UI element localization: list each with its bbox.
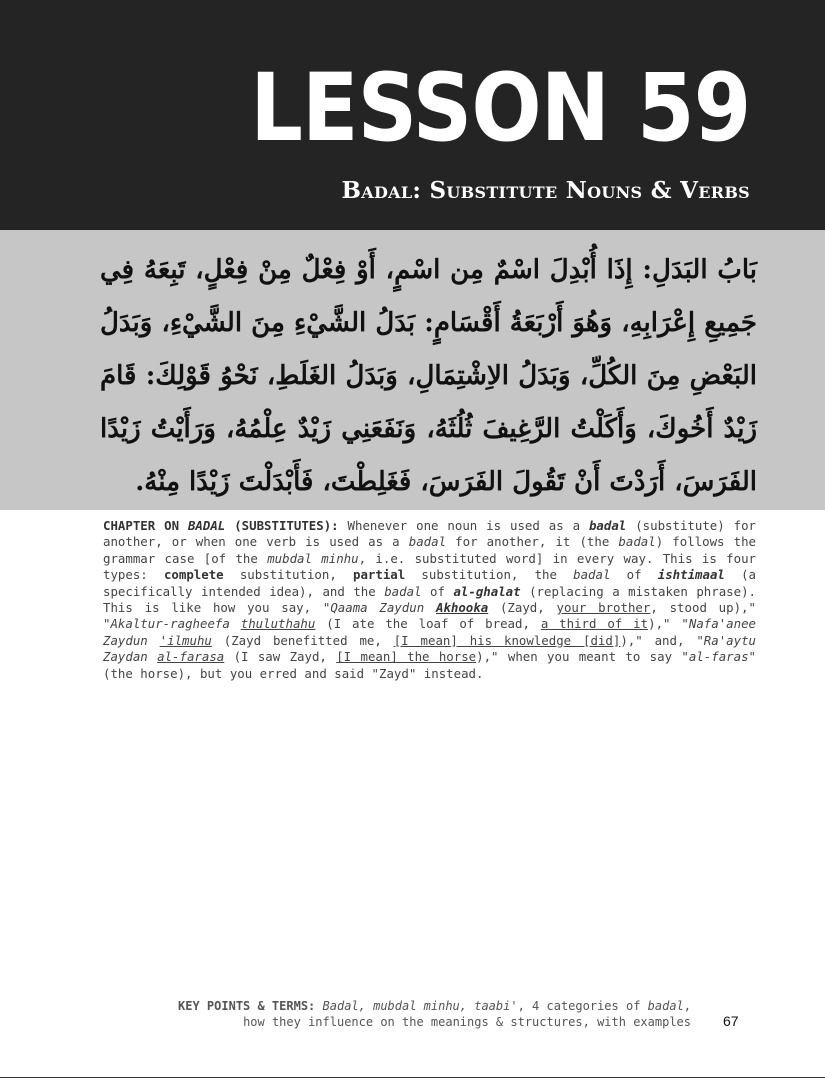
example-2-arabic: Akaltur-ragheefa xyxy=(110,616,241,632)
example-4-arabic: Ra'aytu Zaydan xyxy=(103,632,757,665)
term-badal: badal xyxy=(588,518,627,533)
text-segment: , i.e. substituted word] in every way. This is four types: xyxy=(103,550,756,583)
text-segment: for another, it (the xyxy=(446,534,619,550)
lesson-title: LESSON 59 xyxy=(249,54,750,163)
text-segment: (replacing a mistaken phrase). This is like how you say, " xyxy=(103,583,757,616)
text-segment: (I saw Zayd, xyxy=(224,649,337,665)
text-segment: , stood up)," " xyxy=(103,600,756,632)
key-points-label: KEY POINTS & TERMS: xyxy=(178,999,323,1013)
text-segment: ) follows the grammar case [of the xyxy=(103,534,756,566)
text-segment: (Zayd, xyxy=(488,600,557,616)
key-points-line-2: how they influence on the meanings & structures, with examples xyxy=(243,1015,691,1029)
text-segment: (a specifically intended idea), and the xyxy=(103,567,756,599)
text-segment: , xyxy=(683,999,691,1013)
term-mubdal-minhu: mubdal minhu xyxy=(267,550,359,566)
example-1-badal-meaning: your brother xyxy=(556,600,651,616)
key-points-terms xyxy=(171,998,691,1030)
example-2-badal-meaning: a third of it xyxy=(540,616,649,632)
term-partial: partial xyxy=(353,567,406,583)
chapter-term: BADAL xyxy=(187,518,226,533)
text-segment: (Zayd benefitted me, xyxy=(211,632,394,648)
text-segment: of xyxy=(610,567,658,583)
lesson-header xyxy=(0,0,825,230)
english-translation xyxy=(103,518,756,682)
bottom-divider xyxy=(0,1077,825,1078)
arabic-source-text: بَابُ البَدَلِ: إِذَا أُبْدِلَ اسْمٌ مِن اسْمٍ، أَوْ فِعْلٌ مِنْ فِعْلٍ، تَبِعَهُ فِي جَمِيعِ إِعْرَابِهِ، وَهُوَ أَرْبَعَةُ أَقْسَامٍ: بَدَلُ الشَّيْءِ مِنَ الشَّيْءِ، وَبَدَلُ البَعْضِ مِنَ الكُلِّ، وَبَدَلُ الاِشْتِمَالِ، وَبَدَلُ الغَلَطِ، نَحْوُ قَوْلِكَ: قَامَ زَيْدٌ أَخُوكَ، وَأَكَلْتُ الرَّغِيفَ ثُلُثَهُ، وَنَفَعَنِي زَيْدٌ عِلْمُهُ، وَرَأَيْتُ زَيْدًا الفَرَسَ، أَرَدْتَ أَنْ تَقُولَ الفَرَسَ، فَغَلِطْتَ، فَأَبْدَلْتَ زَيْدًا مِنْهُ. xyxy=(100,255,757,497)
text-segment: , 4 categories of xyxy=(517,999,648,1013)
text-segment: )," when you meant to say xyxy=(476,649,682,665)
example-3-badal: 'ilmuhu xyxy=(159,632,212,648)
term-badal: badal xyxy=(618,534,656,550)
text-segment: of xyxy=(421,583,454,599)
example-1-arabic: Qaama Zaydun xyxy=(330,600,436,616)
example-4-badal: al-farasa xyxy=(157,649,225,665)
page-number: 67 xyxy=(723,1013,739,1029)
example-2-badal: thuluthahu xyxy=(240,616,316,632)
text-segment: (I ate the loaf of bread, xyxy=(315,616,541,632)
term-complete: complete xyxy=(163,567,224,583)
text-segment: (substitute) for another, or when one verb is used as a xyxy=(103,518,756,550)
text-segment: substitution, xyxy=(223,567,353,583)
term-badal: badal xyxy=(573,567,611,583)
chapter-label: CHAPTER ON xyxy=(103,518,188,533)
lesson-subtitle: Badal: Substitute Nouns & Verbs xyxy=(341,177,750,204)
example-4-badal-meaning: [I mean] the horse xyxy=(336,649,477,665)
text-segment: )," " xyxy=(648,616,689,632)
example-3-arabic: Nafa'anee Zaydun xyxy=(103,616,756,648)
term-badal: badal xyxy=(408,534,447,550)
chapter-label-end: (SUBSTITUTES): xyxy=(225,518,339,533)
term-badal: badal xyxy=(647,999,684,1013)
text-segment: )," and, " xyxy=(620,632,704,648)
text-segment: substitution, the xyxy=(405,567,574,583)
example-4-intended: "al-faras" xyxy=(681,649,756,665)
term-ishtimaal: ishtimaal xyxy=(657,567,725,583)
text-segment: (the horse), but you erred and said "Zayd" instead. xyxy=(103,665,484,681)
arabic-text-panel xyxy=(0,230,825,510)
term-al-ghalat: al-ghalat xyxy=(453,583,521,599)
text-segment: Whenever one noun is used as a xyxy=(338,518,589,533)
example-3-badal-meaning: [I mean] his knowledge [did] xyxy=(393,632,621,648)
term-badal: badal xyxy=(384,583,422,599)
example-1-badal: Akhooka xyxy=(435,600,489,616)
key-terms: Badal, mubdal minhu, taabi' xyxy=(322,999,518,1013)
